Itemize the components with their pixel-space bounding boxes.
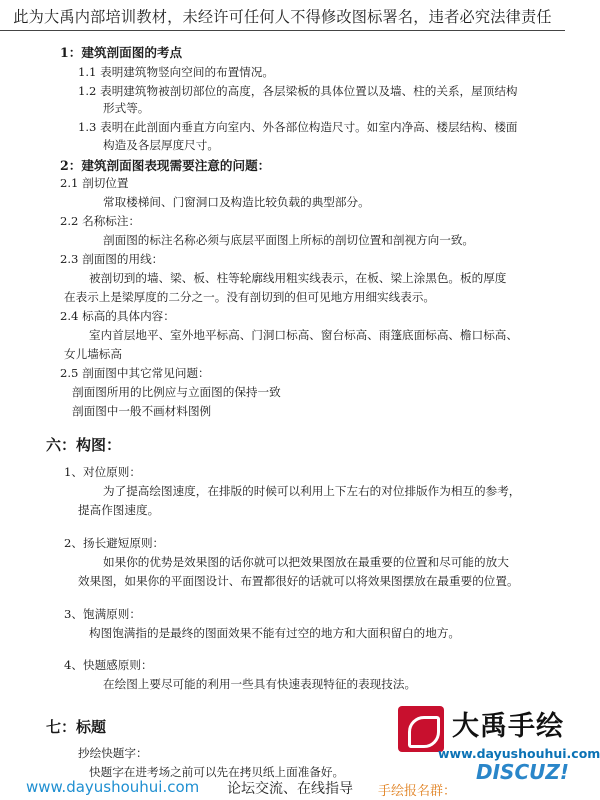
section2-1-title: 2.1 剖切位置 bbox=[60, 176, 129, 190]
footer-register-text: 手绘报名群： bbox=[378, 784, 457, 799]
section2-1-text: 常取楼梯间、门窗洞口及构造比较负载的典型部分。 bbox=[103, 195, 370, 209]
section2-4-line2: 女儿墙标高 bbox=[64, 347, 122, 361]
section2-3-line2: 在表示上是梁厚度的二分之一。没有剖切到的但可见地方用细实线表示。 bbox=[64, 290, 436, 304]
section6-title: 六：构图： bbox=[46, 436, 122, 454]
section6-p4-line1: 在绘图上要尽可能的利用一些具有快速表现特征的表现技法。 bbox=[103, 677, 417, 691]
copyright-warning: 此为大禹内部培训教材，未经许可任何人不得修改图标署名，违者必究法律责任 bbox=[13, 8, 552, 26]
section6-p1-line1: 为了提高绘图速度，在排版的时候可以利用上下左右的对位排版作为相互的参考， bbox=[103, 484, 521, 498]
section6-p3-line1: 构图饱满指的是最终的图面效果不能有过空的地方和大面积留白的地方。 bbox=[89, 626, 461, 640]
section6-p2-line2: 效果图，如果你的平面图设计、布置都很好的话就可以将效果图摆放在最重要的位置。 bbox=[78, 574, 519, 588]
section1-item-3: 1.3 表明在此剖面内垂直方向室内、外各部位构造尺寸。如室内净高、楼层结构、楼面 bbox=[78, 120, 518, 134]
section1-item-2: 1.2 表明建筑物被剖切部位的高度，各层梁板的具体位置以及墙、柱的关系，屋顶结构 bbox=[78, 84, 518, 98]
section2-4-title: 2.4 标高的具体内容： bbox=[60, 309, 175, 323]
section2-5-title: 2.5 剖面图中其它常见问题： bbox=[60, 366, 210, 380]
section6-p4-title: 4、快题感原则： bbox=[64, 658, 153, 672]
section6-p1-title: 1、对位原则： bbox=[64, 465, 141, 479]
footer-forum-text: 论坛交流、在线指导 bbox=[227, 781, 353, 797]
footer-website-link[interactable]: www.dayushouhui.com bbox=[26, 778, 200, 796]
section2-2-title: 2.2 名称标注： bbox=[60, 214, 141, 228]
logo-url: www.dayushouhui.com bbox=[438, 746, 600, 761]
brand-logo[interactable] bbox=[398, 698, 600, 784]
section1-item-1: 1.1 表明建筑物竖向空间的布置情况。 bbox=[78, 65, 275, 79]
section7-sub: 抄绘快题字： bbox=[78, 746, 148, 760]
section1-item-3-cont: 构造及各层厚度尺寸。 bbox=[103, 138, 219, 152]
section2-5-line2: 剖面图中一般不画材料图例 bbox=[72, 404, 212, 418]
section7-line1: 快题字在进考场之前可以先在拷贝纸上面准备好。 bbox=[89, 765, 345, 779]
section6-p2-title: 2、扬长避短原则： bbox=[64, 536, 165, 550]
logo-brand-text: 大禹手绘 bbox=[452, 711, 564, 742]
section2-5-line1: 剖面图所用的比例应与立面图的保持一致 bbox=[72, 385, 281, 399]
section2-2-text: 剖面图的标注名称必须与底层平面图上所标的剖切位置和剖视方向一致。 bbox=[103, 233, 475, 247]
section2-3-title: 2.3 剖面图的用线： bbox=[60, 252, 164, 266]
section6-p1-line2: 提高作图速度。 bbox=[78, 503, 160, 517]
section2-4-line1: 室内首层地平、室外地平标高、门洞口标高、窗台标高、雨篷底面标高、檐口标高、 bbox=[89, 328, 518, 342]
section7-title: 七：标题 bbox=[46, 718, 107, 736]
section2-title: 2：建筑剖面图表现需要注意的问题： bbox=[60, 158, 271, 173]
section6-p2-line1: 如果你的优势是效果图的话你就可以把效果图放在最重要的位置和尽可能的放大 bbox=[103, 555, 509, 569]
header-divider bbox=[0, 30, 565, 31]
section1-title: 1：建筑剖面图的考点 bbox=[60, 45, 183, 60]
forum-watermark: DISCUZ! bbox=[476, 760, 569, 784]
section6-p3-title: 3、饱满原则： bbox=[64, 607, 141, 621]
section2-3-line1: 被剖切到的墙、梁、板、柱等轮廓线用粗实线表示，在板、梁上涂黑色。板的厚度 bbox=[89, 271, 507, 285]
section1-item-2-cont: 形式等。 bbox=[103, 101, 150, 115]
